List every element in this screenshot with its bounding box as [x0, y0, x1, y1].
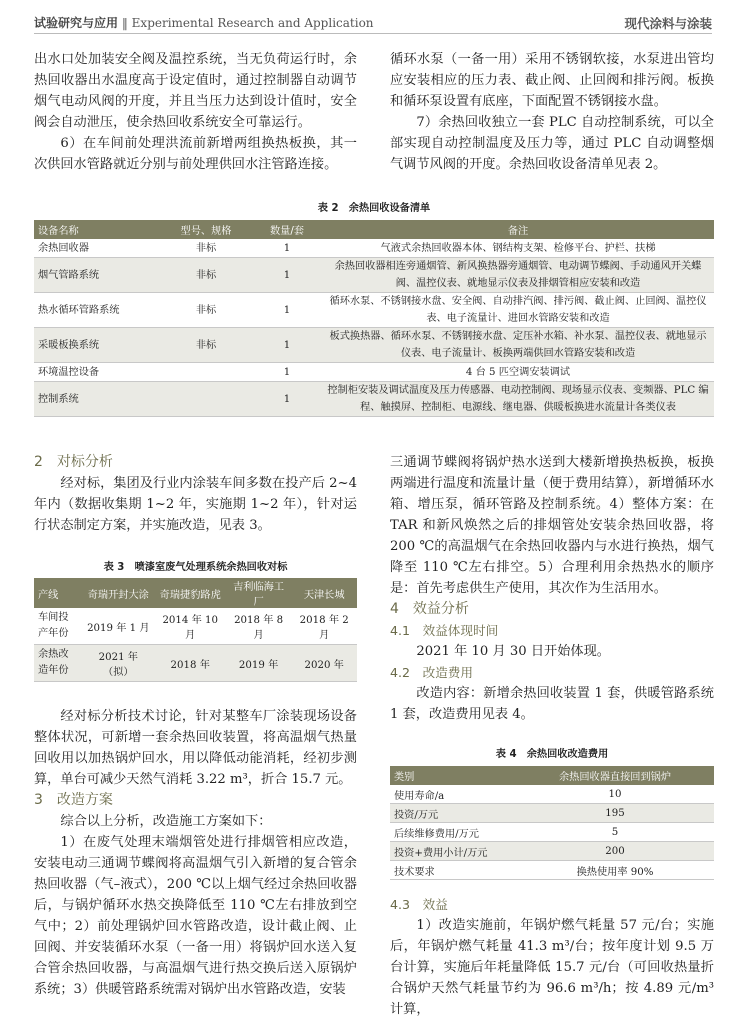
- column-header: 天津长城: [291, 578, 357, 608]
- table-cell: 投资/万元: [390, 804, 516, 823]
- cost-table: [390, 766, 714, 880]
- table-cell: 2019 年: [226, 645, 292, 682]
- table-cell: 非标: [160, 328, 252, 363]
- table-cell: 200: [516, 842, 714, 861]
- paragraph: 7）余热回收独立一套 PLC 自动控制系统，可以全部实现自动控制温度及压力等，通过 PLC 自动调整烟气调节风阀的开度。余热回收设备清单见表 2。: [390, 115, 714, 172]
- table-cell: 195: [516, 804, 714, 823]
- table-cell: 热水循环管路系统: [34, 293, 160, 328]
- paragraph: 改造内容：新增余热回收装置 1 套，供暖管路系统 1 套，改造费用见表 4。: [390, 686, 714, 722]
- table-cell: 非标: [160, 239, 252, 258]
- bottom-right-column: [390, 452, 714, 725]
- table-cell: 投资+费用小计/万元: [390, 842, 516, 861]
- table-row: [34, 293, 714, 328]
- table-cell: 余热回收器相连旁通烟管、新风换热器旁通烟管、电动调节蝶阀、手动通风开关蝶阀、温控仪表、就地显示仪表及排烟管相应安装和改造: [322, 258, 714, 293]
- table-cell: 1: [252, 258, 322, 293]
- table-cell: 2021 年（拟）: [82, 645, 155, 682]
- table-cell: 使用寿命/a: [390, 785, 516, 804]
- bottom-left-column: [34, 452, 357, 536]
- table-row: [34, 363, 714, 382]
- table-row: [34, 258, 714, 293]
- table-cell: 1: [252, 293, 322, 328]
- paragraph: 经对标，集团及行业内涂装车间多数在投产后 2~4 年内（数据收集期 1~2 年，实施期 1~2 年），针对运行状态制定方案，并实施改造，见表 3。: [34, 476, 357, 533]
- header-separator: ‖: [121, 16, 132, 30]
- paragraph: 1）改造实施前，年锅炉燃气耗量 57 元/台；实施后，年锅炉燃气耗量 41.3 m³/台；按年度计划 9.5 万台计算，实施后年耗量降低 15.7 元/台（可回收热量折合锅炉天然气耗量节约为 96.6 m³/h；按 4.89 元/m³ 计算，: [390, 918, 714, 1017]
- section-heading: 2 对标分析: [34, 454, 113, 470]
- column-header: 设备名称: [34, 220, 160, 239]
- benchmark-table: [34, 578, 357, 682]
- table-cell: 车间投产年份: [34, 608, 82, 645]
- table-row: [390, 823, 714, 842]
- paragraph: 出水口处加装安全阀及温控系统，当无负荷运行时，余热回收器出水温度高于设定值时，通过控制器自动调节烟气电动风阀的开度，并且当压力达到设计值时，安全阀会自动泄压，使余热回收系统安全可靠运行。: [34, 52, 357, 130]
- column-header: 余热回收器直接回到锅炉: [516, 766, 714, 785]
- table-row: [34, 382, 714, 417]
- table-row: [390, 861, 714, 880]
- bottom-right-column-continued: [390, 894, 714, 1020]
- table-caption: 表 3 喷漆室废气处理系统余热回收对标: [103, 562, 288, 573]
- table-cell: 2014 年 10 月: [155, 608, 226, 645]
- column-header: 数量/套: [252, 220, 322, 239]
- table-cell: 后续维修费用/万元: [390, 823, 516, 842]
- section-heading: 4 效益分析: [390, 601, 469, 617]
- table-cell: 板式换热器、循环水泵、不锈钢接水盘、定压补水箱、补水泵、温控仪表、就地显示仪表、电子流量计、板换两端供回水管路安装和改造: [322, 328, 714, 363]
- column-header: 备注: [322, 220, 714, 239]
- table-cell: 非标: [160, 293, 252, 328]
- table-row: [390, 785, 714, 804]
- running-header-left: [34, 14, 374, 31]
- table-cell: 1: [252, 363, 322, 382]
- table-cell: 烟气管路系统: [34, 258, 160, 293]
- table-caption: 表 2 余热回收设备清单: [317, 203, 431, 214]
- table-row: [390, 842, 714, 861]
- table-cell: 技术要求: [390, 861, 516, 880]
- table-cell: 1: [252, 328, 322, 363]
- table-cell: 非标: [160, 258, 252, 293]
- top-right-column: [390, 49, 714, 175]
- table-row: [390, 804, 714, 823]
- table-cell: 控制柜安装及调试温度及压力传感器、电动控制阀、现场显示仪表、变频器、PLC 编程、触摸屏、控制柜、电源线、继电器、供暖板换进水流量计各类仪表: [322, 382, 714, 417]
- paragraph: 经对标分析技术讨论，针对某整车厂涂装现场设备整体状况，可新增一套余热回收装置，将高温烟气热量回收用以加热锅炉回水，用以降低动能消耗，经初步测算，单台可减少天然气消耗 3.22 m³，折合 15.7 元。: [34, 709, 357, 787]
- paragraph: 1）在废气处理末端烟管处进行排烟管相应改造，安装电动三通调节蝶阀将高温烟气引入新增的复合管余热回收器（气–液式），200 ℃以上烟气经过余热回收器后，与锅炉循环水热交换降低至 110 ℃左右排放到空气中；2）前处理锅炉回水管路改造，设计截止阀、止回阀、并安装循环水泵（一备一用）将锅炉回水送入复合管余热回收器，与高温烟气进行热交换后送入原锅炉系统；3）供暖管路系统需对锅炉出水管路改造，安装: [34, 835, 357, 997]
- bottom-left-column-continued: [34, 706, 357, 1000]
- table-cell: 2020 年: [291, 645, 357, 682]
- column-header: 奇瑞捷豹路虎: [155, 578, 226, 608]
- journal-name: 现代涂料与涂装: [624, 16, 712, 31]
- table-cell: 余热回收器: [34, 239, 160, 258]
- table-cell: 10: [516, 785, 714, 804]
- table-cell: 循环水泵、不锈钢接水盘、安全阀、自动排汽阀、排污阀、截止阀、止回阀、温控仪表、电子流量计、进回水管路安装和改造: [322, 293, 714, 328]
- section-heading: 3 改造方案: [34, 792, 113, 808]
- column-header: 产线: [34, 578, 82, 608]
- paragraph: 6）在车间前处理洪流前新增两组换热板换，其一次供回水管路就近分别与前处理供回水注管路连接。: [34, 136, 357, 172]
- table-cell: 2018 年: [155, 645, 226, 682]
- table-cell: 2018 年 2 月: [291, 608, 357, 645]
- column-header: 类别: [390, 766, 516, 785]
- table-caption: 表 4 余热回收改造费用: [495, 749, 609, 760]
- table-cell: [160, 363, 252, 382]
- table-row: [34, 328, 714, 363]
- subsection-heading: 4.1 效益体现时间: [390, 623, 499, 638]
- table-cell: 换热使用率 90%: [516, 861, 714, 880]
- top-left-column: [34, 49, 357, 175]
- journal-section-title: 试验研究与应用: [34, 16, 119, 30]
- table-row: [34, 239, 714, 258]
- table-row: [34, 645, 357, 682]
- paragraph: 三通调节蝶阀将锅炉热水送到大楼新增换热板换，板换两端进行温度和流量计量（便于费用结算），新增循环水箱、增压泵，循环管路及控制系统。4）整体方案：在 TAR 和新风焕然之后的排烟管处安装余热回收器，将 200 ℃的高温烟气在余热回收器内与水进行换热，烟气降至 110 ℃左右排空。5）合理利用余热热水的顺序是：首先考虑供生产使用，其次作为生活用水。: [390, 455, 714, 596]
- table-cell: [160, 382, 252, 417]
- table-cell: 1: [252, 382, 322, 417]
- table-cell: 余热改造年份: [34, 645, 82, 682]
- table-cell: 5: [516, 823, 714, 842]
- table-cell: 环境温控设备: [34, 363, 160, 382]
- paragraph: 综合以上分析，改造施工方案如下：: [60, 814, 272, 829]
- table-cell: 控制系统: [34, 382, 160, 417]
- journal-section-title-en: Experimental Research and Application: [131, 16, 374, 30]
- table-cell: 1: [252, 239, 322, 258]
- table-cell: 气液式余热回收器本体、钢结构支架、检修平台、护栏、扶梯: [322, 239, 714, 258]
- subsection-heading: 4.2 改造费用: [390, 665, 473, 680]
- equipment-table: [34, 220, 714, 417]
- header-rule: [34, 33, 712, 34]
- paragraph: 循环水泵（一备一用）采用不锈钢软接，水泵进出管均应安装相应的压力表、截止阀、止回阀和排污阀。板换和循环泵设置有底座，下面配置不锈钢接水盘。: [390, 52, 714, 109]
- column-header: 型号、规格: [160, 220, 252, 239]
- table-row: [34, 608, 357, 645]
- table-cell: 2018 年 8 月: [226, 608, 292, 645]
- column-header: 奇瑞开封大涂: [82, 578, 155, 608]
- column-header: 吉利临海工厂: [226, 578, 292, 608]
- table-cell: 2019 年 1 月: [82, 608, 155, 645]
- subsection-heading: 4.3 效益: [390, 897, 448, 912]
- table-cell: 4 台 5 匹空调安装调试: [322, 363, 714, 382]
- table-cell: 采暖板换系统: [34, 328, 160, 363]
- paragraph: 2021 年 10 月 30 日开始体现。: [416, 644, 610, 659]
